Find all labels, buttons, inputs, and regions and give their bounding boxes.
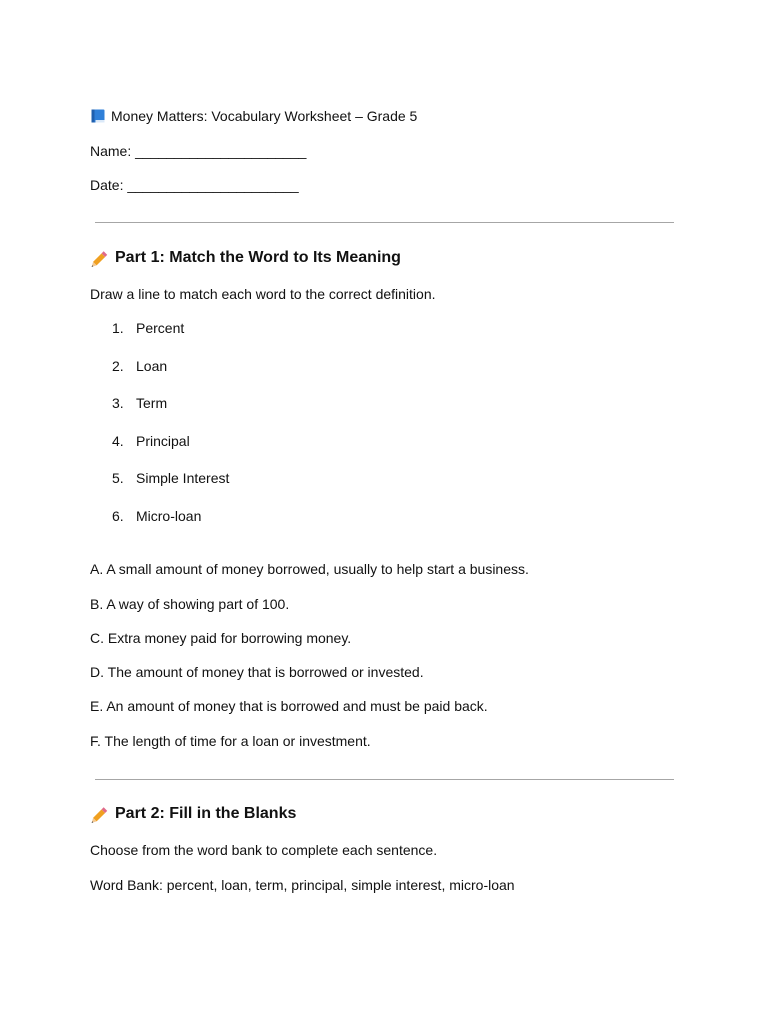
date-field-label: Date: ______________________ [90, 177, 299, 193]
part1-heading [90, 248, 401, 268]
worksheet-title [90, 107, 417, 125]
list-item [112, 394, 312, 412]
part1-heading-text: Part 1: Match the Word to Its Meaning [115, 249, 401, 266]
list-item-number: 1. [112, 320, 124, 336]
definition-item: F. The length of time for a loan or investment. [90, 733, 371, 749]
list-item-number: 5. [112, 470, 124, 486]
section-divider [95, 222, 674, 223]
book-icon [90, 108, 106, 124]
definition-item: E. An amount of money that is borrowed and must be paid back. [90, 698, 488, 714]
list-item [112, 469, 312, 487]
list-item-word: Micro-loan [136, 508, 202, 524]
word-bank: Word Bank: percent, loan, term, principal, simple interest, micro-loan [90, 877, 515, 893]
part2-instructions: Choose from the word bank to complete each sentence. [90, 842, 438, 858]
list-item [112, 507, 312, 525]
list-item-word: Principal [136, 433, 190, 449]
definition-item: D. The amount of money that is borrowed or invested. [90, 664, 424, 680]
list-item [112, 357, 312, 375]
list-item-word: Simple Interest [136, 470, 230, 486]
definition-item: B. A way of showing part of 100. [90, 596, 290, 612]
list-item-number: 4. [112, 433, 124, 449]
part2-heading [90, 804, 296, 824]
definition-item: A. A small amount of money borrowed, usually to help start a business. [90, 561, 529, 577]
list-item-word: Loan [136, 358, 168, 374]
worksheet-title-text: Money Matters: Vocabulary Worksheet – Grade 5 [111, 108, 418, 124]
list-item-word: Term [136, 395, 168, 411]
list-item [112, 432, 312, 450]
name-field-label: Name: ______________________ [90, 143, 307, 159]
list-item [112, 319, 312, 337]
part2-heading-text: Part 2: Fill in the Blanks [115, 805, 297, 822]
pencil-icon [90, 248, 111, 268]
section-divider [95, 779, 674, 780]
list-item-number: 2. [112, 358, 124, 374]
list-item-number: 3. [112, 395, 124, 411]
definition-item: C. Extra money paid for borrowing money. [90, 630, 352, 646]
list-item-word: Percent [136, 320, 185, 336]
part1-instructions: Draw a line to match each word to the correct definition. [90, 286, 436, 302]
pencil-icon [90, 804, 111, 824]
list-item-number: 6. [112, 508, 124, 524]
